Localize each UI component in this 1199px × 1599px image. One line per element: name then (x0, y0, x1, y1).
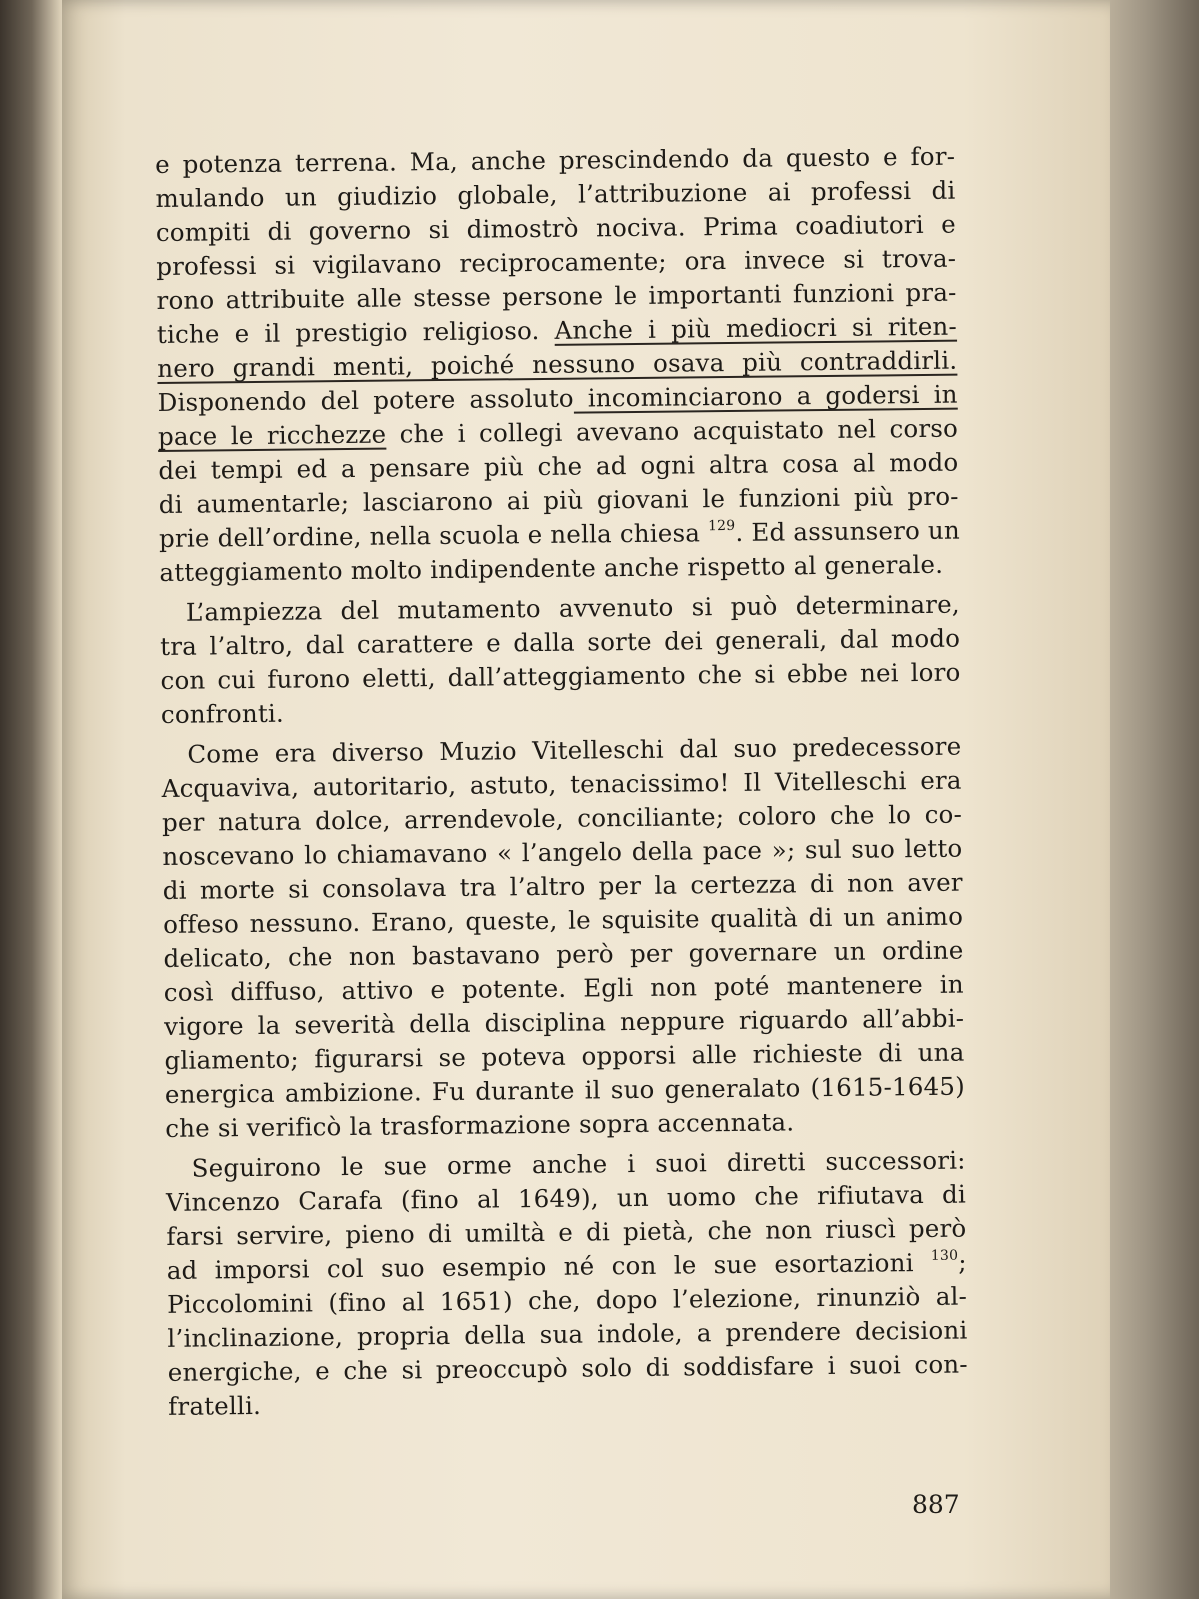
text-line: ad imporsi col suo esempio né con le sue esortazioni $^{130}$; (166, 1247, 967, 1285)
text-line: offeso nessuno. Erano, queste, le squisite qualità di un animo (162, 901, 964, 939)
text-line: tra l’altro, dal carattere e dalla sorte dei generali, dal modo (160, 623, 961, 661)
text-line: farsi servire, pieno di umiltà e di pietà, che non riuscì però (166, 1213, 967, 1251)
text-line: tiche e il prestigio religioso. Anche i più mediocri si riten- (156, 311, 958, 349)
text-line: Piccolomini (fino al 1651) che, dopo l’elezione, rinunziò al- (166, 1281, 968, 1319)
underlined-passage: nero grandi menti, poiché nessuno osava più contraddirli. (157, 345, 958, 383)
page-number: 887 (912, 1490, 960, 1519)
text-line: Come era diverso Muzio Vitelleschi dal suo predecessore (187, 731, 962, 769)
text-line: rono attribuite alle stesse persone le importanti funzioni pra- (156, 277, 957, 315)
text-line: L’ampiezza del mutamento avvenuto si può determinare, (185, 589, 960, 627)
text-line: fratelli. (168, 1390, 262, 1421)
text-line: Seguirono le sue orme anche i suoi diretti successori: (191, 1145, 966, 1183)
text-line: Vincenzo Carafa (fino al 1649), un uomo che rifiutava di (165, 1179, 967, 1217)
text-line: l’inclinazione, propria della sua indole, a prendere decisioni (167, 1315, 968, 1353)
book-gutter-shadow (0, 0, 70, 1599)
text-line: professi si vigilavano reciprocamente; ora invece si trova- (156, 243, 957, 281)
text-line: dei tempi ed a pensare più che ad ogni altra cosa al modo (158, 447, 959, 485)
text-line: compiti di governo si dimostrò nociva. Prima coadiutori e (155, 209, 956, 247)
text-line: mulando un giudizio globale, l’attribuzione ai professi di (155, 175, 956, 213)
text-line: di morte si consolava tra l’altro per la certezza di non aver (162, 867, 963, 905)
text-line: così diffuso, attivo e potente. Egli non poté mantenere in (163, 969, 964, 1007)
underlined-passage: Anche i più mediocri si riten- (554, 311, 958, 345)
text-line: noscevano lo chiamavano « l’angelo della pace »; sul suo letto (162, 833, 963, 871)
text-line: di aumentarle; lasciarono ai più giovani le funzioni più pro- (158, 481, 959, 519)
text-line: per natura dolce, arrendevole, conciliante; coloro che lo co- (161, 799, 963, 837)
text-line: delicato, che non bastavano però per governare un ordine (163, 935, 964, 973)
text-line: che si verificò la trasformazione sopra accennata. (165, 1107, 795, 1143)
text-line: prie dell’ordine, nella scuola e nella chiesa $^{129}$. Ed assunsero un (158, 515, 961, 553)
text-line: Acquaviva, autoritario, astuto, tenacissimo! Il Vitelleschi era (161, 765, 962, 803)
footnote-ref: 130 (930, 1247, 959, 1264)
text-line: Disponendo del potere assoluto incominciarono a godersi in (157, 379, 958, 417)
body-text (155, 140, 968, 1424)
text-line: pace le ricchezze che i collegi avevano acquistato nel corso (157, 413, 959, 451)
underlined-passage: pace le ricchezze (157, 419, 387, 451)
text-line: vigore la severità della disciplina neppure riguardo all’abbi- (164, 1003, 965, 1041)
text-line: confronti. (160, 698, 285, 729)
text-line: energica ambizione. Fu durante il suo generalato (1615-1645) (164, 1071, 966, 1109)
page-edge (1110, 0, 1199, 1599)
underlined-passage: incominciarono a godersi in (573, 379, 958, 413)
footnote-ref: 129 (707, 517, 736, 535)
text-line: gliamento; figurarsi se poteva opporsi alle richieste di una (164, 1037, 965, 1075)
text-line: atteggiamento molto indipendente anche rispetto al generale. (159, 549, 944, 587)
text-line: energiche, e che si preoccupò solo di soddisfare i suoi con- (167, 1349, 968, 1387)
text-line: e potenza terrena. Ma, anche prescindendo da questo e for- (155, 141, 956, 179)
text-line: con cui furono eletti, dall’atteggiamento che si ebbe nei loro (160, 657, 961, 695)
